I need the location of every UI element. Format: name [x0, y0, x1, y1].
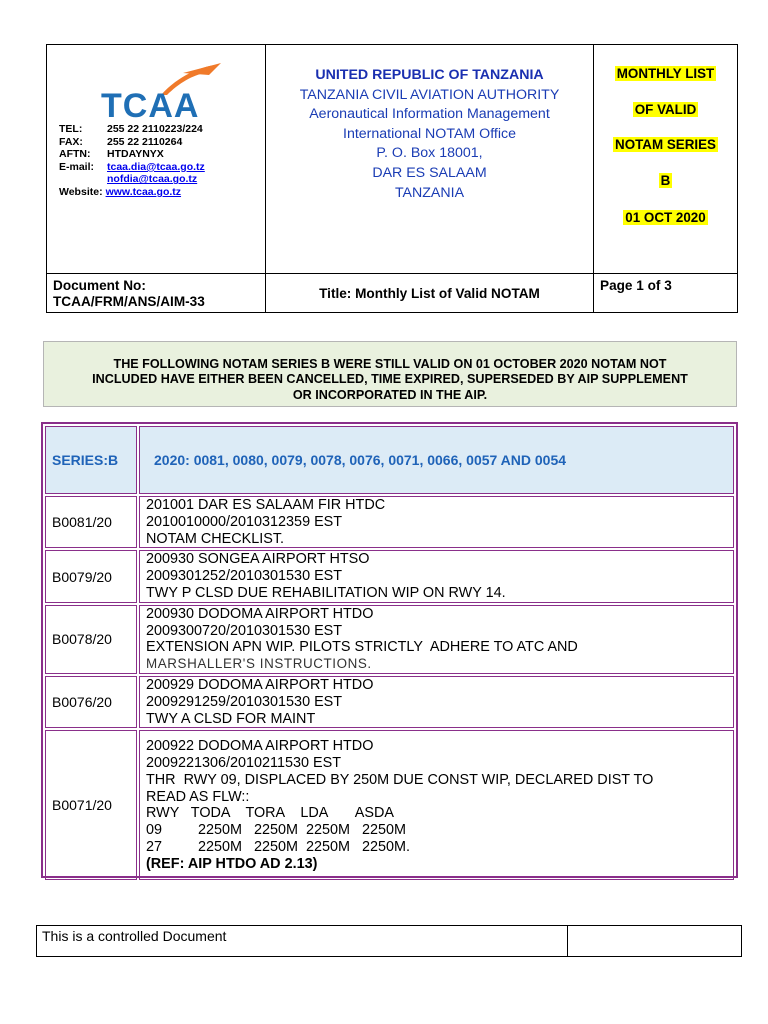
contact-aftn-value: HTDAYNYX [107, 148, 164, 161]
document-header-table [46, 44, 738, 313]
notam-line: MARSHALLER'S INSTRUCTIONS. [146, 656, 372, 672]
address-line-po-box: P. O. Box 18001, [376, 145, 483, 162]
notam-line: THR RWY 09, DISPLACED BY 250M DUE CONST WIP, DECLARED DIST TO [146, 771, 654, 788]
validity-notice [43, 341, 737, 407]
address-line-city: DAR ES SALAAM [372, 164, 487, 181]
contact-fax [59, 136, 205, 149]
list-title-line-1: MONTHLY LIST [616, 66, 715, 81]
logo-text: TCAA [101, 87, 200, 125]
contact-fax-value: 255 22 2110264 [107, 135, 183, 148]
notam-line: EXTENSION APN WIP. PILOTS STRICTLY ADHERE TO ATC AND [146, 639, 578, 656]
footer-table [36, 925, 742, 957]
notice-line-1: THE FOLLOWING NOTAM SERIES B WERE STILL VALID ON 01 OCTOBER 2020 NOTAM NOT [113, 357, 667, 371]
contact-tel-label: TEL: [59, 123, 83, 135]
notam-line: 200929 DODOMA AIRPORT HTDO [146, 676, 374, 693]
notam-text [139, 730, 734, 880]
notam-table-frame [41, 422, 738, 878]
list-date: 01 OCT 2020 [625, 209, 706, 225]
notam-text [139, 496, 734, 548]
notam-reference: (REF: AIP HTDO AD 2.13) [146, 855, 318, 872]
document-title-cell [266, 274, 594, 313]
contact-website-label: Website: [59, 185, 103, 198]
notam-line: 200930 SONGEA AIRPORT HTSO [146, 551, 370, 568]
list-title-cell [594, 45, 738, 274]
notam-line: 2009300720/2010301530 EST [146, 622, 343, 639]
table-row [45, 496, 734, 548]
notam-line: 09 2250M 2250M 2250M 2250M [146, 822, 406, 839]
list-title-series: B [660, 172, 671, 188]
notam-id: B0079/20 [45, 550, 137, 602]
notam-line: 2010010000/2010312359 EST [146, 513, 343, 530]
address-line-notam-office: International NOTAM Office [343, 125, 516, 142]
address-block [266, 45, 593, 203]
contact-block [59, 123, 205, 199]
contact-email-2-label [59, 173, 107, 186]
table-row [45, 730, 734, 880]
notam-text [139, 676, 734, 728]
notam-line: 27 2250M 2250M 2250M 2250M. [146, 838, 410, 855]
contact-aftn [59, 148, 205, 161]
controlled-document-note: This is a controlled Document [37, 926, 568, 957]
address-line-country: UNITED REPUBLIC OF TANZANIA [315, 67, 544, 83]
notam-table [43, 424, 736, 882]
address-line-aim: Aeronautical Information Management [309, 106, 550, 123]
contact-tel-value: 255 22 2110223/224 [107, 123, 203, 135]
notam-line: 200930 DODOMA AIRPORT HTDO [146, 605, 374, 622]
notam-line: RWY TODA TORA LDA ASDA [146, 805, 394, 822]
series-row [45, 426, 734, 494]
page-number-cell [594, 274, 738, 313]
document-number-cell [47, 274, 266, 313]
address-line-nation: TANZANIA [394, 184, 465, 201]
list-title-block [594, 45, 737, 225]
page-number: Page 1 of 3 [600, 278, 672, 293]
notam-line: TWY P CLSD DUE REHABILITATION WIP ON RWY 14. [146, 584, 506, 601]
contact-website [59, 186, 205, 199]
table-row [45, 676, 734, 728]
footer-blank-cell [568, 926, 742, 957]
notam-text [139, 605, 734, 674]
notam-text [139, 550, 734, 602]
contact-tel [59, 123, 205, 136]
address-cell [266, 45, 594, 274]
contact-aftn-label: AFTN: [59, 148, 91, 161]
notam-line: 201001 DAR ES SALAAM FIR HTDC [146, 497, 386, 513]
notam-id: B0076/20 [45, 676, 137, 728]
notam-id: B0081/20 [45, 496, 137, 548]
contact-fax-label: FAX: [59, 135, 83, 148]
email-link-2[interactable]: nofdia@tcaa.go.tz [107, 173, 198, 186]
document-title: Title: Monthly List of Valid NOTAM [319, 285, 540, 301]
notam-line: 2009291259/2010301530 EST [146, 693, 343, 710]
notam-line: 2009221306/2010211530 EST [146, 754, 341, 771]
logo-contact-cell [47, 45, 266, 274]
notam-line: TWY A CLSD FOR MAINT [146, 710, 316, 727]
notam-line: READ AS FLW:: [146, 788, 250, 805]
contact-email-2 [59, 173, 205, 186]
document-number: TCAA/FRM/ANS/AIM-33 [53, 294, 205, 309]
series-value: 2020: 0081, 0080, 0079, 0078, 0076, 0071, 0066, 0057 AND 0054 [139, 426, 734, 494]
list-title-line-2: OF VALID [634, 101, 697, 117]
notam-line: 2009301252/2010301530 EST [146, 568, 343, 585]
tcaa-logo [101, 61, 217, 125]
address-line-authority: TANZANIA CIVIL AVIATION AUTHORITY [299, 86, 560, 103]
website-link[interactable]: www.tcaa.go.tz [105, 185, 182, 198]
email-link-1[interactable]: tcaa.dia@tcaa.go.tz [107, 160, 205, 173]
notice-line-3: OR INCORPORATED IN THE AIP. [292, 387, 488, 402]
contact-email-label: E-mail: [59, 160, 95, 173]
notam-id: B0078/20 [45, 605, 137, 674]
contact-email [59, 161, 205, 174]
notam-line: 200922 DODOMA AIRPORT HTDO [146, 738, 374, 755]
notam-line: NOTAM CHECKLIST. [146, 530, 285, 547]
table-row [45, 605, 734, 674]
series-label: SERIES:B [45, 426, 137, 494]
list-title-line-3: NOTAM SERIES [615, 137, 716, 152]
notice-line-2: INCLUDED HAVE EITHER BEEN CANCELLED, TIME EXPIRED, SUPERSEDED BY AIP SUPPLEMENT [92, 372, 688, 387]
table-row [45, 550, 734, 602]
notam-id: B0071/20 [45, 730, 137, 880]
document-number-label: Document No: [53, 278, 146, 293]
